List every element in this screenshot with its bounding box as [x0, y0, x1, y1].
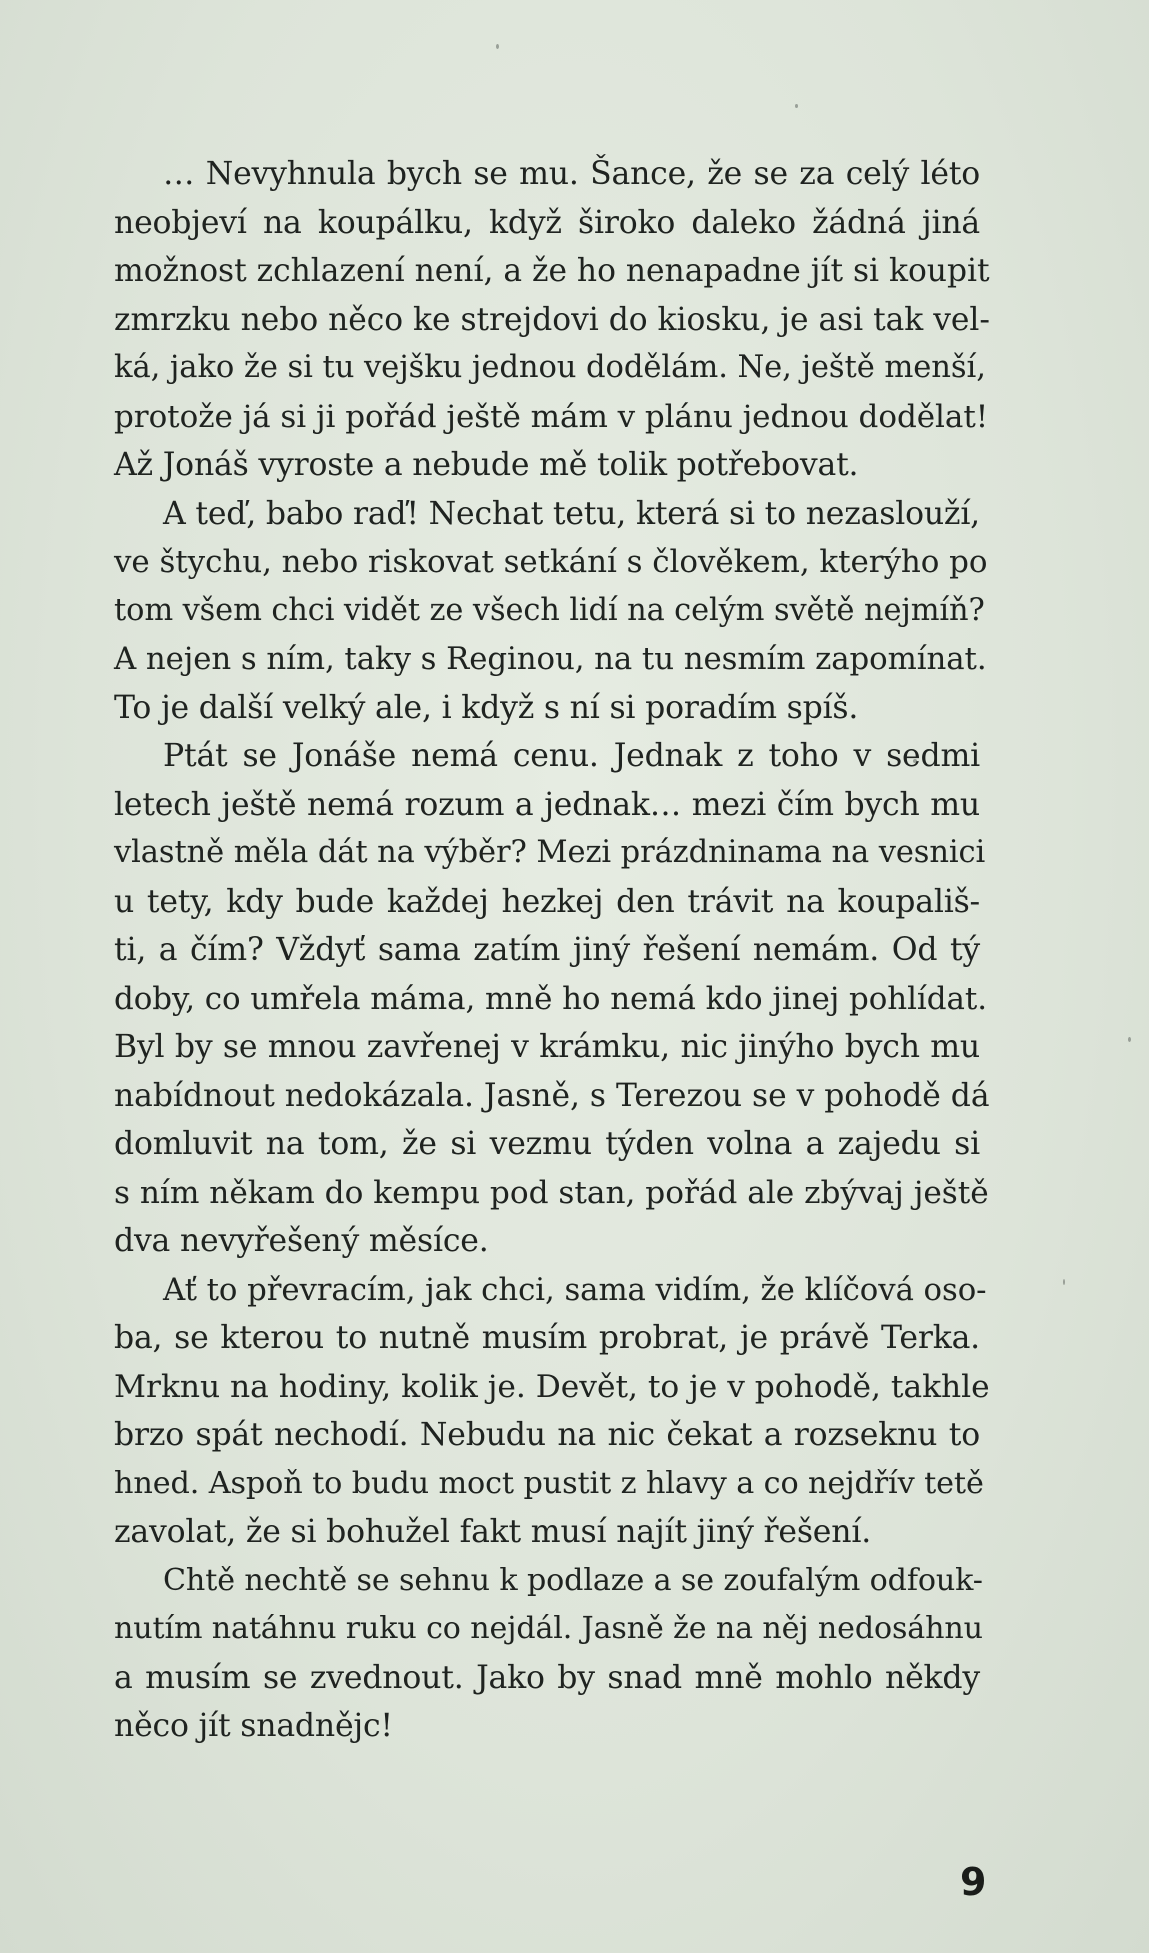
text-line: Až Jonáš vyroste a nebude mě tolik potřebovat.	[114, 447, 859, 483]
text-line: brzo spát nechodí. Nebudu na nic čekat a rozseknu to	[114, 1417, 980, 1453]
text-line: zavolat, že si bohužel fakt musí najít jiný řešení.	[114, 1514, 872, 1550]
text-line: A teď, babo raď! Nechat tetu, která si to nezaslouží,	[163, 495, 980, 532]
text-line: ve štychu, nebo riskovat setkání s člověkem, kterýho po	[114, 544, 988, 580]
text-line: Ať to převracím, jak chci, sama vidím, že klíčová oso-	[163, 1271, 987, 1308]
text-line: ti, a čím? Vždyť sama zatím jiný řešení nemám. Od tý	[114, 932, 980, 968]
text-line: Ptát se Jonáše nemá cenu. Jednak z toho v sedmi	[163, 738, 980, 774]
paragraph	[114, 732, 990, 1266]
paper-speck	[1063, 1279, 1065, 1285]
paragraph	[114, 490, 988, 733]
paper-speck	[795, 104, 798, 108]
text-line: dva nevyřešený měsíce.	[114, 1223, 489, 1259]
text-line: doby, co umřela máma, mně ho nemá kdo jinej pohlídat.	[114, 980, 987, 1017]
text-line: Mrknu na hodiny, kolik je. Devět, to je v pohodě, takhle	[114, 1368, 990, 1405]
paper-speck	[496, 44, 499, 49]
text-line: To je další velký ale, i když s ní si poradím spíš.	[114, 689, 859, 726]
text-line: nutím natáhnu ruku co nejdál. Jasně že na něj nedosáhnu	[114, 1611, 983, 1646]
text-line: s ním někam do kempu pod stan, pořád ale zbývaj ještě	[114, 1174, 989, 1211]
text-line: nabídnout nedokázala. Jasně, s Terezou se v pohodě dá	[114, 1077, 990, 1114]
text-line: ká, jako že si tu vejšku jednou dodělám. Ne, ještě menší,	[114, 350, 986, 385]
text-line: zmrzku nebo něco ke strejdovi do kiosku, je asi tak vel-	[114, 301, 990, 338]
text-line: hned. Aspoň to budu moct pustit z hlavy a co nejdřív tetě	[114, 1465, 984, 1501]
text-line: vlastně měla dát na výběr? Mezi prázdninama na vesnici	[114, 835, 986, 870]
text-line: u tety, kdy bude každej hezkej den trávit na koupališ-	[114, 883, 980, 920]
text-line: … Nevyhnula bych se mu. Šance, že se za celý léto	[163, 156, 980, 192]
text-line: neobjeví na koupálku, když široko daleko žádná jiná	[114, 204, 980, 241]
paragraph	[114, 150, 990, 490]
page-number: 9	[960, 1860, 987, 1904]
text-line: protože já si ji pořád ještě mám v plánu jednou dodělat!	[114, 398, 989, 435]
text-line: možnost zchlazení není, a že ho nenapadne jít si koupit	[114, 253, 990, 289]
text-line: Byl by se mnou zavřenej v krámku, nic jinýho bych mu	[114, 1029, 980, 1065]
text-line: letech ještě nemá rozum a jednak… mezi čím bych mu	[114, 786, 980, 823]
text-line: A nejen s ním, taky s Reginou, na tu nesmím zapomínat.	[114, 641, 987, 677]
paragraph	[114, 1266, 990, 1557]
paragraph	[114, 1557, 983, 1751]
body-text	[114, 150, 990, 1751]
text-line: něco jít snadnějc!	[114, 1708, 393, 1744]
text-line: Chtě nechtě se sehnu k podlaze a se zoufalým odfouk-	[163, 1562, 983, 1598]
text-line: a musím se zvednout. Jako by snad mně mohlo někdy	[114, 1659, 980, 1696]
paper-speck	[1128, 1037, 1131, 1042]
text-line: domluvit na tom, že si vezmu týden volna a zajedu si	[114, 1126, 980, 1162]
text-line: tom všem chci vidět ze všech lidí na celým světě nejmíň?	[114, 592, 985, 628]
text-line: ba, se kterou to nutně musím probrat, je právě Terka.	[114, 1320, 980, 1356]
